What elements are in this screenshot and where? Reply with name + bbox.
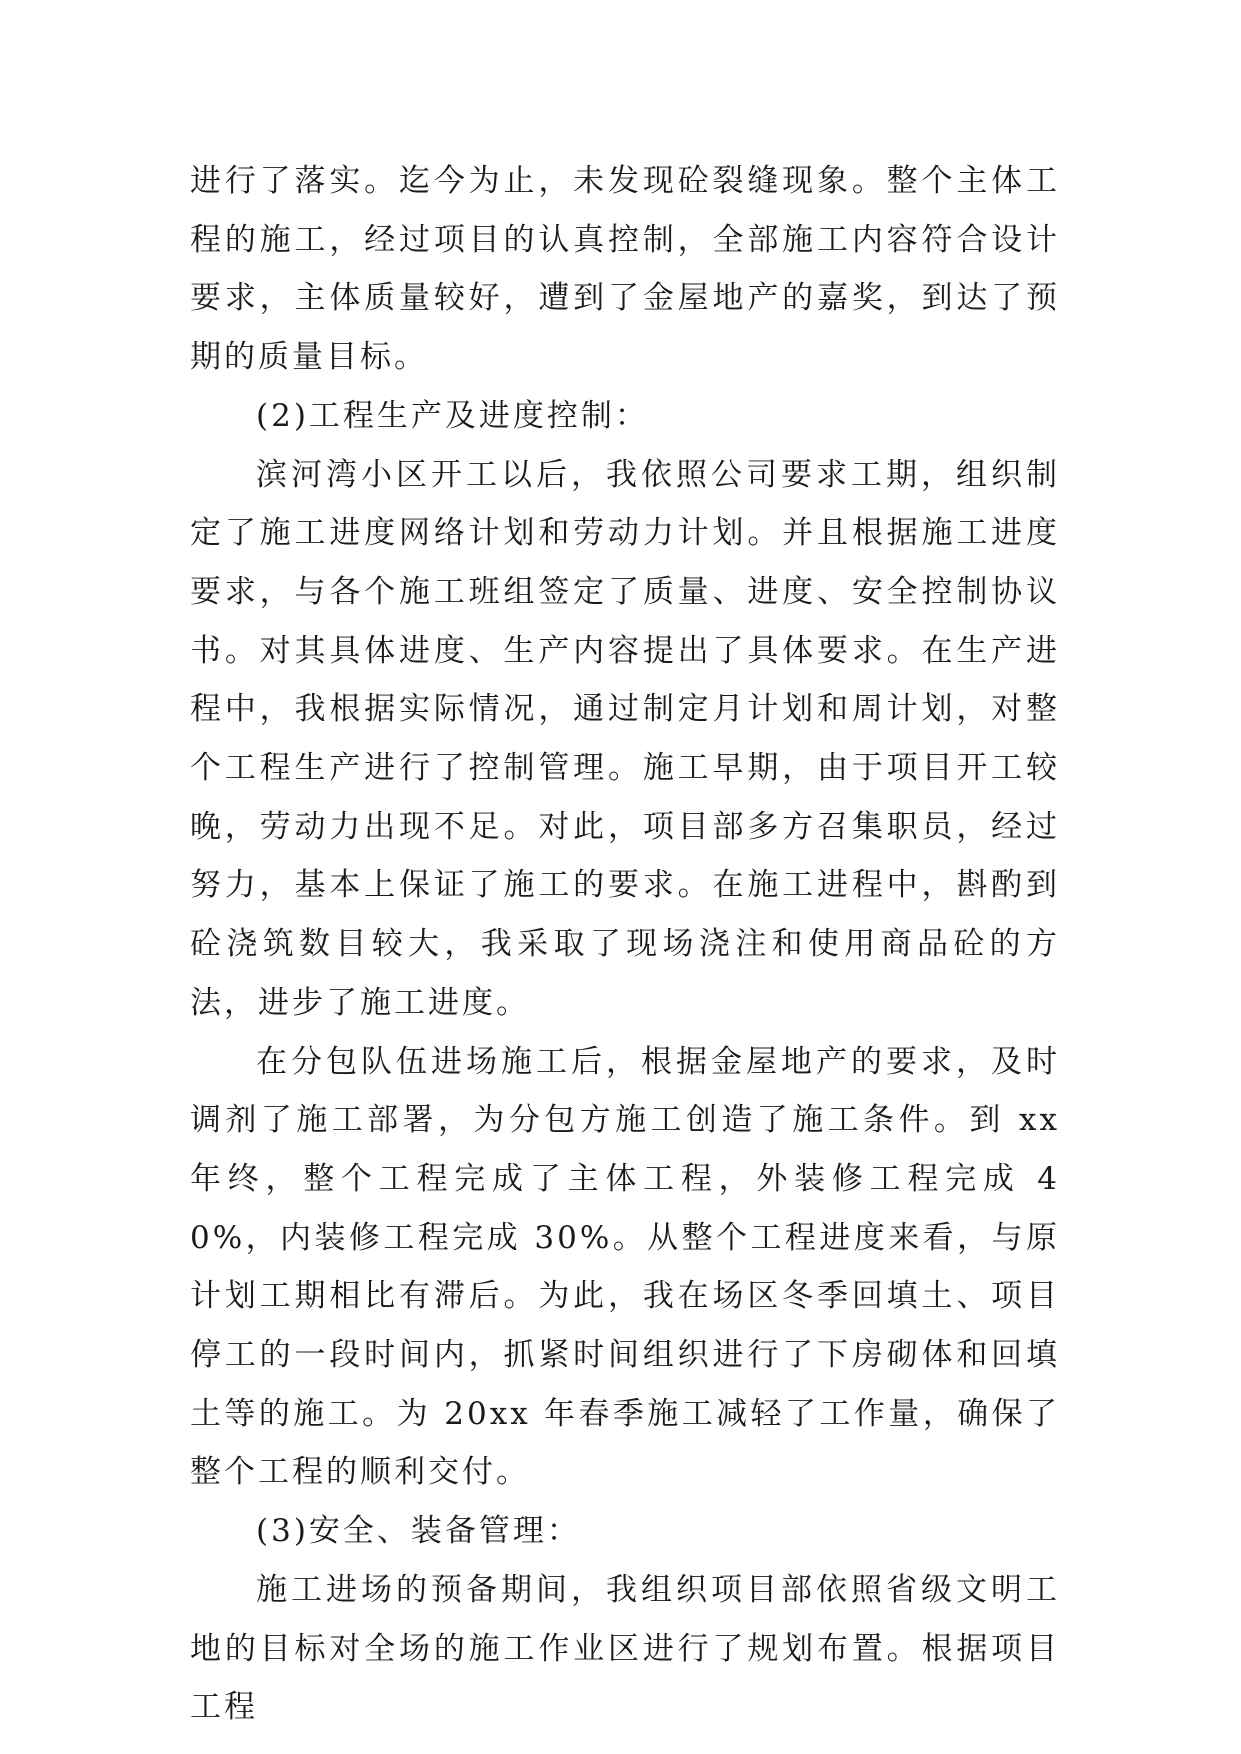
heading-progress-control: (2)工程生产及进度控制： <box>256 397 649 434</box>
paragraph-site-preparation: 施工进场的预备期间，我组织项目部依照省级文明工地的目标对全场的施工作业区进行了规划布置。根据项目工程 <box>190 1571 1060 1726</box>
document-body <box>190 152 1060 1737</box>
paragraph-progress-planning: 滨河湾小区开工以后，我依照公司要求工期，组织制定了施工进度网络计划和劳动力计划。并且根据施工进度要求，与各个施工班组签定了质量、进度、安全控制协议书。对其具体进度、生产内容提出了具体要求。在生产进程中，我根据实际情况，通过制定月计划和周计划，对整个工程生产进行了控制管理。施工早期，由于项目开工较晚，劳动力出现不足。对此，项目部多方召集职员，经过努力，基本上保证了施工的要求。在施工进程中，斟酌到砼浇筑数目较大，我采取了现场浇注和使用商品砼的方法，进步了施工进度。 <box>190 456 1060 1021</box>
paragraph-quality-conclusion: 进行了落实。迄今为止，未发现砼裂缝现象。整个主体工程的施工，经过项目的认真控制，全部施工内容符合设计要求，主体质量较好，遭到了金屋地产的嘉奖，到达了预期的质量目标。 <box>190 163 1060 376</box>
paragraph-subcontract-progress: 在分包队伍进场施工后，根据金屋地产的要求，及时调剂了施工部署，为分包方施工创造了施工条件。到 xx 年终，整个工程完成了主体工程，外装修工程完成 40%，内装修工程完成 30%。从整个工程进度来看，与原计划工期相比有滞后。为此，我在场区冬季回填土、项目停工的一段时间内，抓紧时间组织进行了下房砌体和回填土等的施工。为 20xx 年春季施工减轻了工作量，确保了整个工程的顺利交付。 <box>190 1043 1060 1491</box>
heading-safety-equipment: (3)安全、装备管理： <box>256 1513 581 1550</box>
